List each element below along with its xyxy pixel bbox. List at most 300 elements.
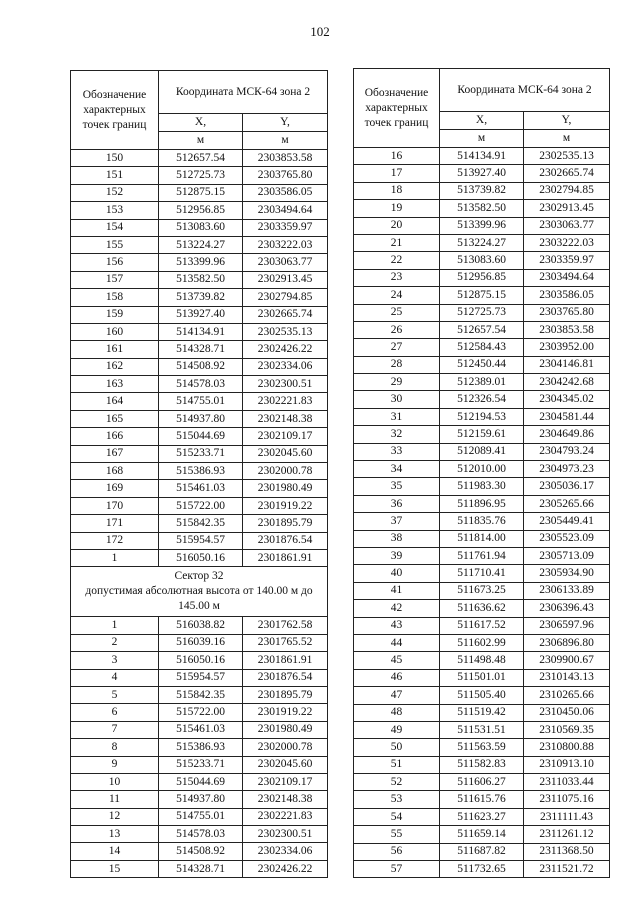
table-row bbox=[71, 669, 328, 686]
x-coordinate-cell: 514937.80 bbox=[159, 791, 243, 808]
point-id-cell: 1 bbox=[71, 617, 159, 634]
y-coordinate-cell: 2303359.97 bbox=[243, 219, 328, 236]
table-row bbox=[354, 843, 610, 860]
table-row bbox=[354, 304, 610, 321]
y-coordinate-cell: 2302334.06 bbox=[243, 358, 328, 375]
point-id-cell: 44 bbox=[354, 634, 440, 651]
y-coordinate-cell: 2302221.83 bbox=[243, 393, 328, 410]
x-coordinate-cell: 512875.15 bbox=[159, 184, 243, 201]
table-row bbox=[71, 202, 328, 219]
y-coordinate-cell: 2302794.85 bbox=[243, 289, 328, 306]
y-coordinate-cell: 2304242.68 bbox=[524, 374, 610, 391]
y-coordinate-cell: 2302535.13 bbox=[524, 148, 610, 165]
y-coordinate-cell: 2302300.51 bbox=[243, 376, 328, 393]
point-id-cell: 51 bbox=[354, 756, 440, 773]
point-id-cell: 53 bbox=[354, 791, 440, 808]
x-coordinate-cell: 515954.57 bbox=[159, 532, 243, 549]
point-id-cell: 17 bbox=[354, 165, 440, 182]
y-coordinate-cell: 2302665.74 bbox=[524, 165, 610, 182]
x-coordinate-cell: 516050.16 bbox=[159, 652, 243, 669]
table-row bbox=[71, 773, 328, 790]
point-id-cell: 37 bbox=[354, 513, 440, 530]
y-coordinate-cell: 2302665.74 bbox=[243, 306, 328, 323]
point-id-cell: 11 bbox=[71, 791, 159, 808]
table-row bbox=[71, 497, 328, 514]
y-coordinate-cell: 2302148.38 bbox=[243, 410, 328, 427]
x-coordinate-cell: 516038.82 bbox=[159, 617, 243, 634]
y-coordinate-cell: 2301876.54 bbox=[243, 669, 328, 686]
point-id-cell: 13 bbox=[71, 826, 159, 843]
point-id-cell: 155 bbox=[71, 236, 159, 253]
x-coordinate-cell: 512089.41 bbox=[440, 443, 524, 460]
point-id-cell: 5 bbox=[71, 686, 159, 703]
table-row bbox=[354, 530, 610, 547]
y-coordinate-cell: 2311111.43 bbox=[524, 808, 610, 825]
point-id-cell: 45 bbox=[354, 652, 440, 669]
point-id-cell: 167 bbox=[71, 445, 159, 462]
point-id-cell: 29 bbox=[354, 374, 440, 391]
x-coordinate-cell: 513224.27 bbox=[159, 236, 243, 253]
point-id-cell: 157 bbox=[71, 271, 159, 288]
table-row bbox=[71, 167, 328, 184]
x-coordinate-cell: 514328.71 bbox=[159, 341, 243, 358]
x-coordinate-cell: 511563.59 bbox=[440, 739, 524, 756]
point-id-cell: 14 bbox=[71, 843, 159, 860]
point-id-cell: 55 bbox=[354, 826, 440, 843]
table-row bbox=[354, 774, 610, 791]
point-id-cell: 28 bbox=[354, 356, 440, 373]
point-id-cell: 156 bbox=[71, 254, 159, 271]
y-coordinate-cell: 2305713.09 bbox=[524, 547, 610, 564]
point-id-cell: 26 bbox=[354, 321, 440, 338]
table-row bbox=[71, 393, 328, 410]
table-row bbox=[71, 652, 328, 669]
table-row bbox=[71, 184, 328, 201]
x-coordinate-cell: 511602.99 bbox=[440, 634, 524, 651]
table-row bbox=[71, 323, 328, 340]
point-id-cell: 21 bbox=[354, 234, 440, 251]
table-row bbox=[354, 426, 610, 443]
x-coordinate-cell: 513083.60 bbox=[159, 219, 243, 236]
x-coordinate-cell: 512389.01 bbox=[440, 374, 524, 391]
point-id-cell: 20 bbox=[354, 217, 440, 234]
point-id-cell: 31 bbox=[354, 408, 440, 425]
table-row bbox=[354, 461, 610, 478]
y-coordinate-cell: 2310265.66 bbox=[524, 687, 610, 704]
point-id-cell: 4 bbox=[71, 669, 159, 686]
point-id-cell: 169 bbox=[71, 480, 159, 497]
table-row bbox=[71, 532, 328, 549]
table-row bbox=[354, 652, 610, 669]
y-coordinate-cell: 2304973.23 bbox=[524, 461, 610, 478]
sector-height-text: допустимая абсолютная высота от 140.00 м до 145.00 м bbox=[85, 585, 313, 613]
table-row bbox=[71, 808, 328, 825]
table-row bbox=[71, 686, 328, 703]
x-coordinate-cell: 515233.71 bbox=[159, 756, 243, 773]
y-coordinate-cell: 2305449.41 bbox=[524, 513, 610, 530]
point-id-cell: 48 bbox=[354, 704, 440, 721]
y-coordinate-cell: 2301980.49 bbox=[243, 480, 328, 497]
table-row bbox=[354, 808, 610, 825]
point-id-cell: 54 bbox=[354, 808, 440, 825]
y-coordinate-cell: 2301919.22 bbox=[243, 704, 328, 721]
point-id-cell: 153 bbox=[71, 202, 159, 219]
table-row bbox=[71, 463, 328, 480]
x-coordinate-cell: 512657.54 bbox=[159, 150, 243, 167]
table-row bbox=[354, 739, 610, 756]
left-rows-group-a bbox=[71, 150, 328, 567]
table-row bbox=[71, 721, 328, 738]
y-coordinate-cell: 2303586.05 bbox=[524, 287, 610, 304]
table-row bbox=[71, 549, 328, 566]
table-row bbox=[354, 234, 610, 251]
x-coordinate-cell: 512159.61 bbox=[440, 426, 524, 443]
y-coordinate-cell: 2303765.80 bbox=[524, 304, 610, 321]
sector-title: Сектор 32 bbox=[174, 570, 224, 583]
table-row bbox=[71, 480, 328, 497]
point-id-cell: 1 bbox=[71, 549, 159, 566]
y-coordinate-cell: 2310143.13 bbox=[524, 669, 610, 686]
table-row bbox=[354, 269, 610, 286]
y-coordinate-cell: 2301762.58 bbox=[243, 617, 328, 634]
x-coordinate-cell: 511606.27 bbox=[440, 774, 524, 791]
x-coordinate-cell: 514134.91 bbox=[159, 323, 243, 340]
coordinate-column-header: Координата МСК-64 зона 2 bbox=[159, 71, 328, 114]
y-coordinate-cell: 2310450.06 bbox=[524, 704, 610, 721]
table-row bbox=[354, 339, 610, 356]
x-coordinate-cell: 511687.82 bbox=[440, 843, 524, 860]
point-id-cell: 161 bbox=[71, 341, 159, 358]
y-coordinate-cell: 2311075.16 bbox=[524, 791, 610, 808]
table-row bbox=[354, 791, 610, 808]
table-row bbox=[354, 217, 610, 234]
point-id-cell: 32 bbox=[354, 426, 440, 443]
x-coordinate-cell: 515722.00 bbox=[159, 497, 243, 514]
table-row bbox=[71, 843, 328, 860]
point-id-cell: 154 bbox=[71, 219, 159, 236]
point-id-cell: 23 bbox=[354, 269, 440, 286]
table-row bbox=[354, 374, 610, 391]
point-id-cell: 46 bbox=[354, 669, 440, 686]
y-coordinate-cell: 2302109.17 bbox=[243, 428, 328, 445]
x-coordinate-cell: 513083.60 bbox=[440, 252, 524, 269]
y-coordinate-cell: 2302913.45 bbox=[243, 271, 328, 288]
table-row bbox=[354, 669, 610, 686]
table-row bbox=[71, 860, 328, 877]
x-coordinate-cell: 511710.41 bbox=[440, 565, 524, 582]
table-row bbox=[71, 376, 328, 393]
table-row bbox=[354, 861, 610, 878]
x-coordinate-cell: 511896.95 bbox=[440, 495, 524, 512]
y-coordinate-cell: 2304146.81 bbox=[524, 356, 610, 373]
y-column-header: Y, bbox=[243, 114, 328, 132]
point-column-header: Обозначение характерных точек границ bbox=[354, 69, 440, 148]
point-id-cell: 57 bbox=[354, 861, 440, 878]
point-id-cell: 25 bbox=[354, 304, 440, 321]
sector-heading bbox=[71, 567, 328, 617]
point-id-cell: 7 bbox=[71, 721, 159, 738]
x-coordinate-cell: 515461.03 bbox=[159, 721, 243, 738]
table-row bbox=[354, 391, 610, 408]
y-coordinate-cell: 2301765.52 bbox=[243, 634, 328, 651]
y-coordinate-cell: 2303063.77 bbox=[243, 254, 328, 271]
point-id-cell: 42 bbox=[354, 600, 440, 617]
point-id-cell: 170 bbox=[71, 497, 159, 514]
x-coordinate-cell: 513739.82 bbox=[440, 182, 524, 199]
point-id-cell: 171 bbox=[71, 515, 159, 532]
y-coordinate-cell: 2302000.78 bbox=[243, 739, 328, 756]
x-coordinate-cell: 513582.50 bbox=[440, 200, 524, 217]
point-id-cell: 10 bbox=[71, 773, 159, 790]
point-id-cell: 56 bbox=[354, 843, 440, 860]
x-coordinate-cell: 514508.92 bbox=[159, 358, 243, 375]
y-coordinate-cell: 2302000.78 bbox=[243, 463, 328, 480]
x-coordinate-cell: 515461.03 bbox=[159, 480, 243, 497]
coordinates-table-left bbox=[70, 70, 328, 878]
x-coordinate-cell: 511505.40 bbox=[440, 687, 524, 704]
point-id-cell: 30 bbox=[354, 391, 440, 408]
page-number: 102 bbox=[310, 24, 330, 39]
x-coordinate-cell: 513399.96 bbox=[440, 217, 524, 234]
x-coordinate-cell: 511615.76 bbox=[440, 791, 524, 808]
x-coordinate-cell: 511501.01 bbox=[440, 669, 524, 686]
table-row bbox=[354, 826, 610, 843]
point-id-cell: 35 bbox=[354, 478, 440, 495]
x-coordinate-cell: 515722.00 bbox=[159, 704, 243, 721]
table-row bbox=[71, 791, 328, 808]
y-coordinate-cell: 2304345.02 bbox=[524, 391, 610, 408]
table-row bbox=[71, 739, 328, 756]
table-row bbox=[354, 408, 610, 425]
table-row bbox=[354, 565, 610, 582]
table-row bbox=[354, 704, 610, 721]
point-id-cell: 160 bbox=[71, 323, 159, 340]
point-id-cell: 150 bbox=[71, 150, 159, 167]
y-coordinate-cell: 2302426.22 bbox=[243, 860, 328, 877]
table-row bbox=[71, 617, 328, 634]
x-coordinate-cell: 513399.96 bbox=[159, 254, 243, 271]
table-row bbox=[71, 289, 328, 306]
point-id-cell: 43 bbox=[354, 617, 440, 634]
point-id-cell: 2 bbox=[71, 634, 159, 651]
point-id-cell: 166 bbox=[71, 428, 159, 445]
table-row bbox=[354, 513, 610, 530]
x-coordinate-cell: 514755.01 bbox=[159, 808, 243, 825]
y-coordinate-cell: 2306597.96 bbox=[524, 617, 610, 634]
x-coordinate-cell: 516039.16 bbox=[159, 634, 243, 651]
point-id-cell: 158 bbox=[71, 289, 159, 306]
x-coordinate-cell: 511761.94 bbox=[440, 547, 524, 564]
point-id-cell: 52 bbox=[354, 774, 440, 791]
y-unit: м bbox=[243, 132, 328, 150]
point-id-cell: 39 bbox=[354, 547, 440, 564]
x-coordinate-cell: 511498.48 bbox=[440, 652, 524, 669]
x-unit: м bbox=[159, 132, 243, 150]
x-coordinate-cell: 514134.91 bbox=[440, 148, 524, 165]
y-coordinate-cell: 2303952.00 bbox=[524, 339, 610, 356]
y-coordinate-cell: 2301861.91 bbox=[243, 549, 328, 566]
x-coordinate-cell: 514328.71 bbox=[159, 860, 243, 877]
x-coordinate-cell: 513927.40 bbox=[159, 306, 243, 323]
table-row bbox=[71, 306, 328, 323]
y-coordinate-cell: 2302913.45 bbox=[524, 200, 610, 217]
point-id-cell: 36 bbox=[354, 495, 440, 512]
y-coordinate-cell: 2301980.49 bbox=[243, 721, 328, 738]
table-row bbox=[71, 358, 328, 375]
y-coordinate-cell: 2302426.22 bbox=[243, 341, 328, 358]
y-coordinate-cell: 2302148.38 bbox=[243, 791, 328, 808]
point-id-cell: 19 bbox=[354, 200, 440, 217]
x-coordinate-cell: 511617.52 bbox=[440, 617, 524, 634]
point-id-cell: 34 bbox=[354, 461, 440, 478]
y-coordinate-cell: 2301919.22 bbox=[243, 497, 328, 514]
y-coordinate-cell: 2303853.58 bbox=[243, 150, 328, 167]
point-id-cell: 22 bbox=[354, 252, 440, 269]
coordinates-table-right bbox=[353, 68, 610, 878]
y-coordinate-cell: 2310800.88 bbox=[524, 739, 610, 756]
table-row bbox=[354, 687, 610, 704]
point-id-cell: 168 bbox=[71, 463, 159, 480]
table-row bbox=[354, 478, 610, 495]
y-column-header: Y, bbox=[524, 112, 610, 130]
x-coordinate-cell: 514578.03 bbox=[159, 826, 243, 843]
y-coordinate-cell: 2303222.03 bbox=[243, 236, 328, 253]
right-rows-group bbox=[354, 148, 610, 878]
table-row bbox=[354, 756, 610, 773]
point-id-cell: 33 bbox=[354, 443, 440, 460]
x-coordinate-cell: 512956.85 bbox=[440, 269, 524, 286]
point-id-cell: 12 bbox=[71, 808, 159, 825]
y-coordinate-cell: 2303765.80 bbox=[243, 167, 328, 184]
table-row bbox=[354, 547, 610, 564]
point-column-header: Обозначение характерных точек границ bbox=[71, 71, 159, 150]
y-coordinate-cell: 2303586.05 bbox=[243, 184, 328, 201]
x-coordinate-cell: 511582.83 bbox=[440, 756, 524, 773]
y-coordinate-cell: 2302794.85 bbox=[524, 182, 610, 199]
table-row bbox=[354, 165, 610, 182]
y-coordinate-cell: 2309900.67 bbox=[524, 652, 610, 669]
y-coordinate-cell: 2302300.51 bbox=[243, 826, 328, 843]
x-coordinate-cell: 513739.82 bbox=[159, 289, 243, 306]
point-id-cell: 49 bbox=[354, 721, 440, 738]
y-coordinate-cell: 2301861.91 bbox=[243, 652, 328, 669]
y-coordinate-cell: 2302109.17 bbox=[243, 773, 328, 790]
x-unit: м bbox=[440, 130, 524, 148]
point-id-cell: 40 bbox=[354, 565, 440, 582]
y-coordinate-cell: 2302045.60 bbox=[243, 756, 328, 773]
y-coordinate-cell: 2310569.35 bbox=[524, 721, 610, 738]
table-row bbox=[71, 704, 328, 721]
y-coordinate-cell: 2301895.79 bbox=[243, 686, 328, 703]
y-unit: м bbox=[524, 130, 610, 148]
y-coordinate-cell: 2304793.24 bbox=[524, 443, 610, 460]
y-coordinate-cell: 2305265.66 bbox=[524, 495, 610, 512]
y-coordinate-cell: 2302045.60 bbox=[243, 445, 328, 462]
x-coordinate-cell: 515386.93 bbox=[159, 463, 243, 480]
x-coordinate-cell: 514578.03 bbox=[159, 376, 243, 393]
x-coordinate-cell: 515044.69 bbox=[159, 773, 243, 790]
table-row bbox=[71, 219, 328, 236]
point-id-cell: 164 bbox=[71, 393, 159, 410]
y-coordinate-cell: 2305523.09 bbox=[524, 530, 610, 547]
x-coordinate-cell: 514508.92 bbox=[159, 843, 243, 860]
x-coordinate-cell: 511636.62 bbox=[440, 600, 524, 617]
point-id-cell: 3 bbox=[71, 652, 159, 669]
table-row bbox=[71, 150, 328, 167]
table-row bbox=[354, 321, 610, 338]
y-coordinate-cell: 2303494.64 bbox=[524, 269, 610, 286]
point-id-cell: 165 bbox=[71, 410, 159, 427]
point-id-cell: 50 bbox=[354, 739, 440, 756]
table-row bbox=[354, 182, 610, 199]
x-coordinate-cell: 514755.01 bbox=[159, 393, 243, 410]
x-coordinate-cell: 511835.76 bbox=[440, 513, 524, 530]
x-coordinate-cell: 511531.51 bbox=[440, 721, 524, 738]
point-id-cell: 152 bbox=[71, 184, 159, 201]
x-coordinate-cell: 515842.35 bbox=[159, 686, 243, 703]
x-coordinate-cell: 513927.40 bbox=[440, 165, 524, 182]
table-row bbox=[354, 600, 610, 617]
x-coordinate-cell: 511814.00 bbox=[440, 530, 524, 547]
y-coordinate-cell: 2303063.77 bbox=[524, 217, 610, 234]
point-id-cell: 16 bbox=[354, 148, 440, 165]
table-row bbox=[71, 410, 328, 427]
y-coordinate-cell: 2302535.13 bbox=[243, 323, 328, 340]
x-coordinate-cell: 511732.65 bbox=[440, 861, 524, 878]
y-coordinate-cell: 2306396.43 bbox=[524, 600, 610, 617]
x-coordinate-cell: 512725.73 bbox=[440, 304, 524, 321]
x-coordinate-cell: 514937.80 bbox=[159, 410, 243, 427]
x-coordinate-cell: 512450.44 bbox=[440, 356, 524, 373]
y-coordinate-cell: 2304649.86 bbox=[524, 426, 610, 443]
table-row bbox=[71, 445, 328, 462]
point-id-cell: 38 bbox=[354, 530, 440, 547]
table-row bbox=[354, 252, 610, 269]
y-coordinate-cell: 2303359.97 bbox=[524, 252, 610, 269]
point-id-cell: 151 bbox=[71, 167, 159, 184]
y-coordinate-cell: 2303494.64 bbox=[243, 202, 328, 219]
table-row bbox=[354, 443, 610, 460]
y-coordinate-cell: 2311368.50 bbox=[524, 843, 610, 860]
y-coordinate-cell: 2301876.54 bbox=[243, 532, 328, 549]
table-row bbox=[71, 236, 328, 253]
y-coordinate-cell: 2302221.83 bbox=[243, 808, 328, 825]
table-row bbox=[71, 254, 328, 271]
table-row bbox=[354, 634, 610, 651]
left-rows-group-b bbox=[71, 617, 328, 878]
x-coordinate-cell: 512194.53 bbox=[440, 408, 524, 425]
x-coordinate-cell: 512326.54 bbox=[440, 391, 524, 408]
x-column-header: X, bbox=[159, 114, 243, 132]
x-coordinate-cell: 511659.14 bbox=[440, 826, 524, 843]
x-coordinate-cell: 512875.15 bbox=[440, 287, 524, 304]
x-coordinate-cell: 511519.42 bbox=[440, 704, 524, 721]
y-coordinate-cell: 2305036.17 bbox=[524, 478, 610, 495]
y-coordinate-cell: 2311261.12 bbox=[524, 826, 610, 843]
table-row bbox=[71, 428, 328, 445]
point-id-cell: 9 bbox=[71, 756, 159, 773]
table-row bbox=[71, 341, 328, 358]
table-row bbox=[71, 634, 328, 651]
point-id-cell: 172 bbox=[71, 532, 159, 549]
point-id-cell: 8 bbox=[71, 739, 159, 756]
x-coordinate-cell: 516050.16 bbox=[159, 549, 243, 566]
y-coordinate-cell: 2303222.03 bbox=[524, 234, 610, 251]
y-coordinate-cell: 2306133.89 bbox=[524, 582, 610, 599]
x-coordinate-cell: 515842.35 bbox=[159, 515, 243, 532]
y-coordinate-cell: 2303853.58 bbox=[524, 321, 610, 338]
y-coordinate-cell: 2301895.79 bbox=[243, 515, 328, 532]
